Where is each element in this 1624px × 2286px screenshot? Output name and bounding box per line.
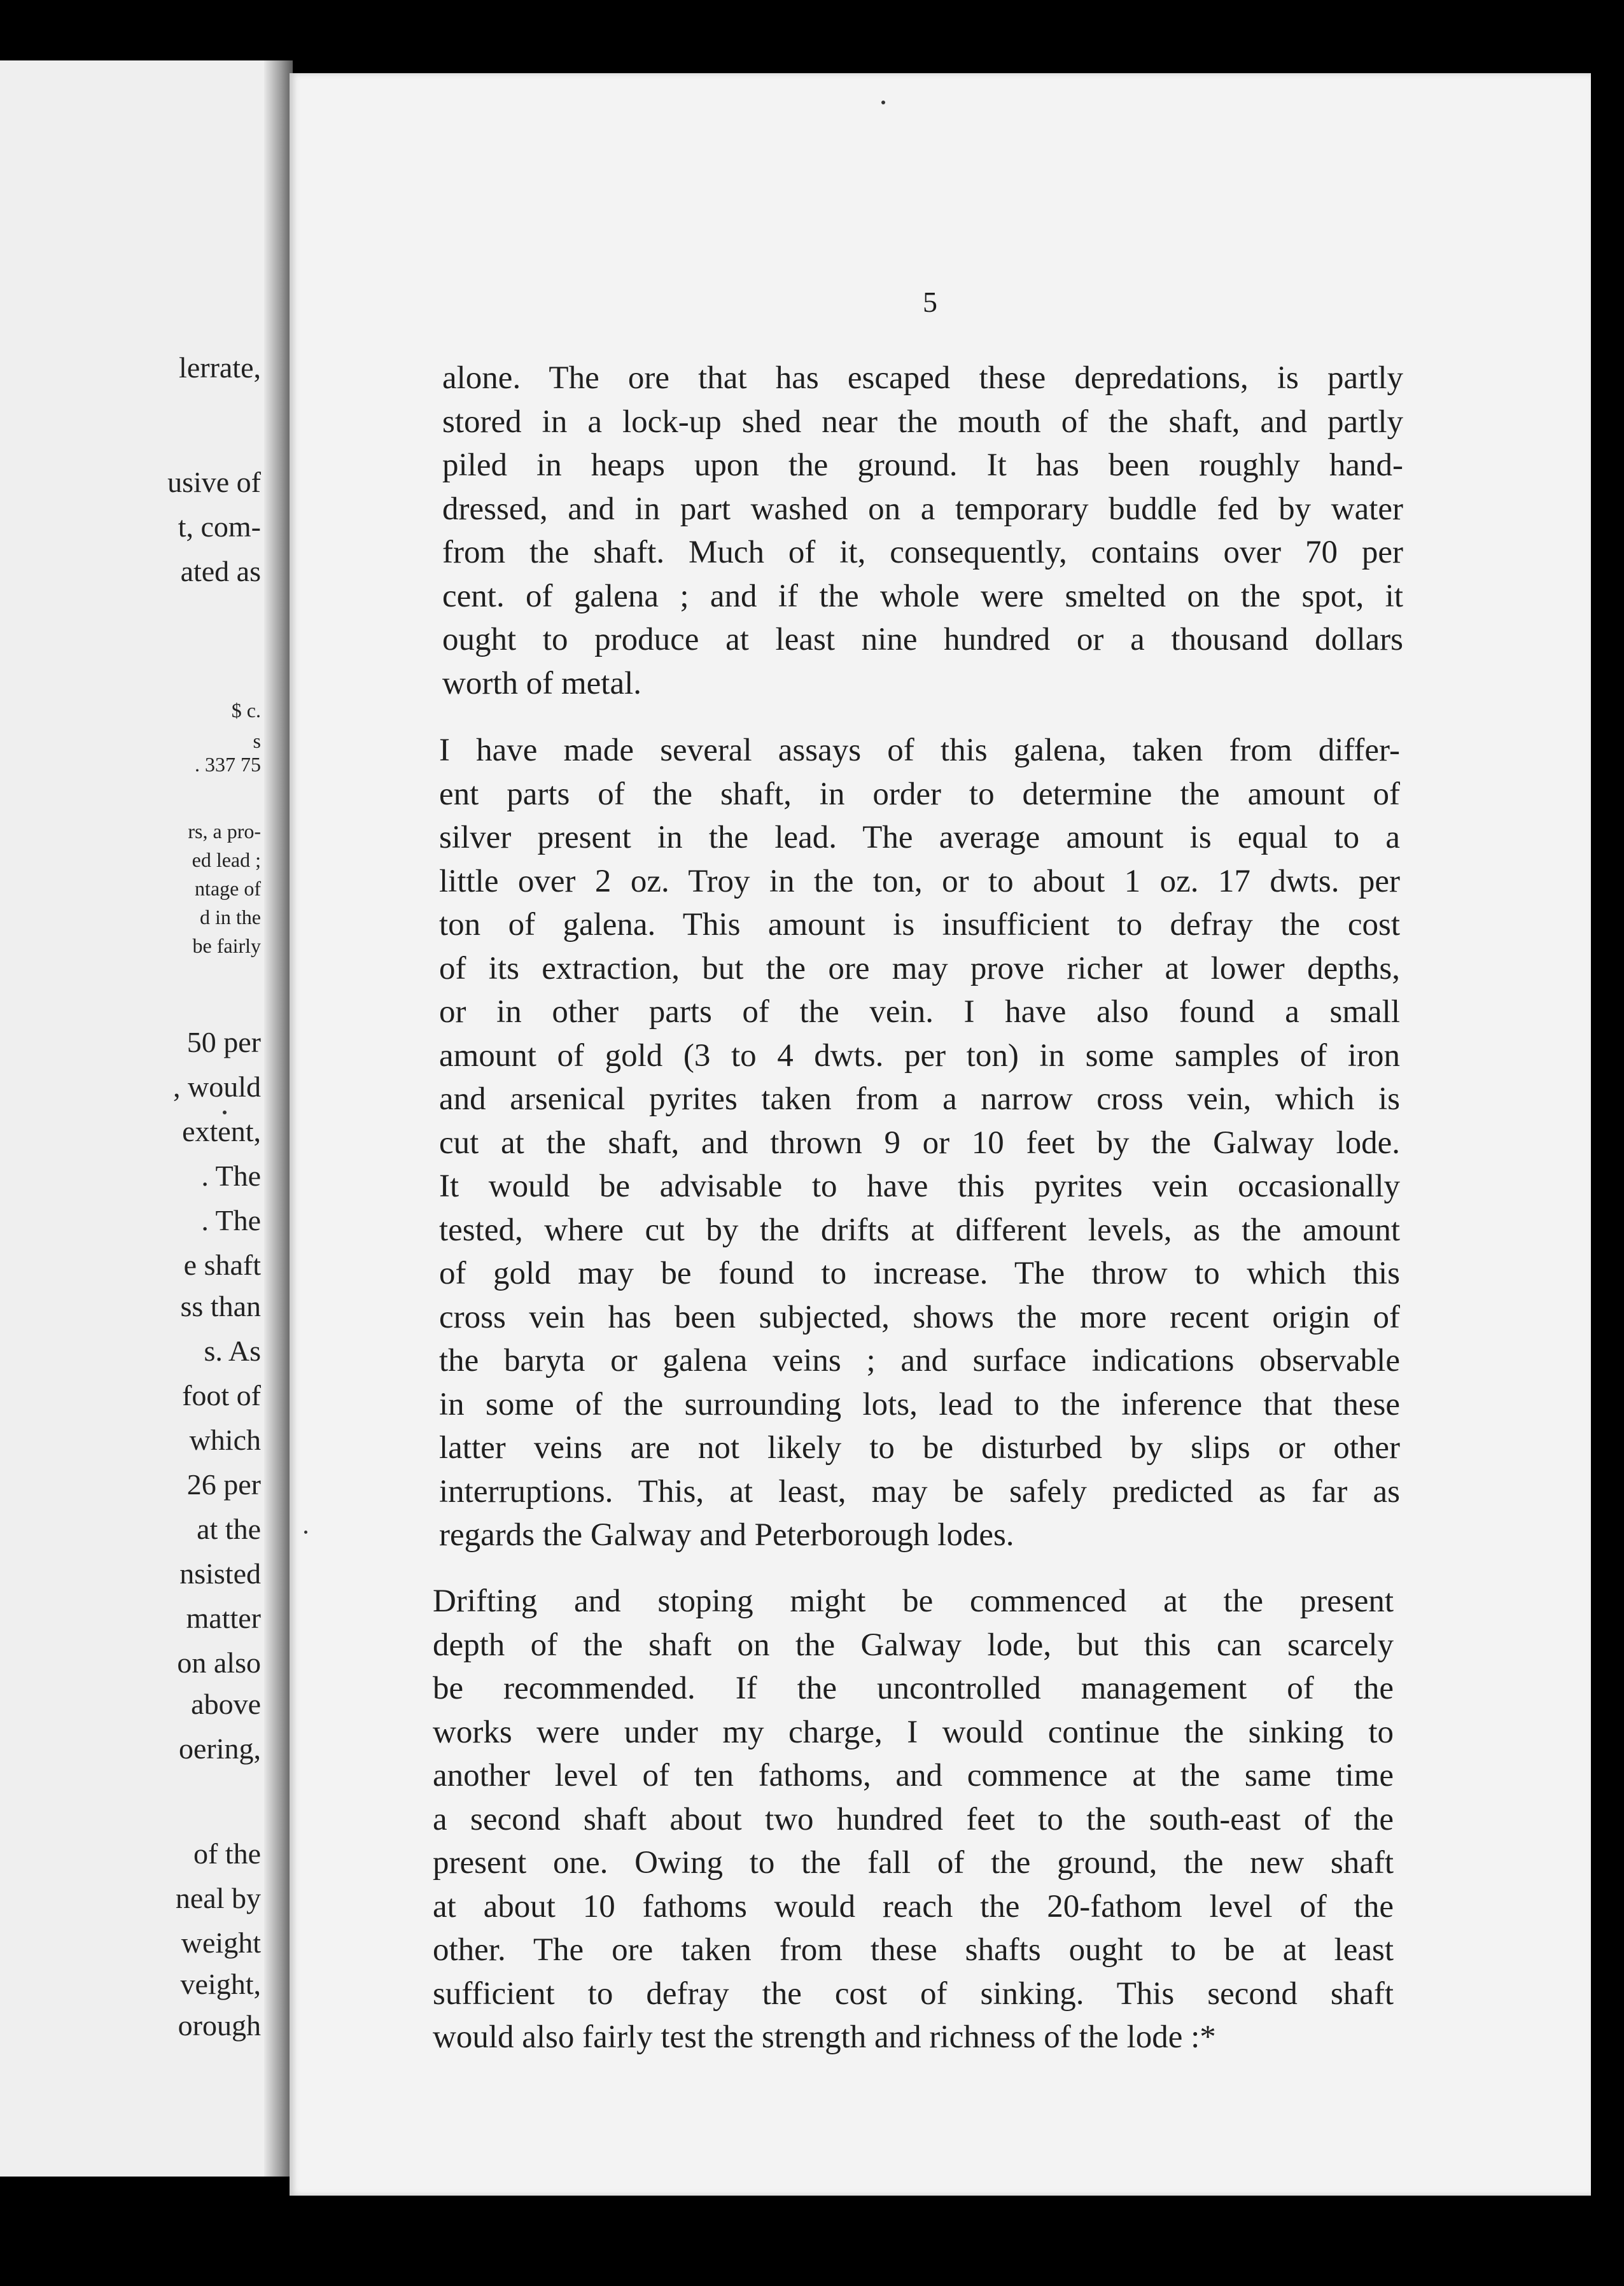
text-line: other. The ore taken from these shafts ought to be at least [433,1932,1394,1968]
text-line: another level of ten fathoms, and commence at the same time [433,1758,1394,1793]
facing-page-text-fragment: $ c. [231,699,261,722]
facing-page-text-fragment: of the [193,1837,261,1870]
text-line: worth of metal. [442,665,641,701]
facing-page-text-fragment: 26 per [186,1468,261,1501]
facing-page-text-fragment: 50 per [186,1026,261,1058]
facing-page-text-fragment: oering, [178,1732,261,1765]
text-line: works were under my charge, I would continue the sinking to [433,1714,1394,1750]
scan-speck [881,101,885,104]
text-line: stored in a lock-up shed near the mouth of the shaft, and partly [442,403,1403,440]
facing-page-text-fragment: ss than [180,1290,261,1322]
text-line: interruptions. This, at least, may be safely predicted as far as [439,1473,1400,1510]
text-line: at about 10 fathoms would reach the 20-fathom level of the [433,1888,1394,1925]
scan-speck [223,1111,227,1114]
text-line: I have made several assays of this galena, taken from differ- [439,733,1400,768]
text-line: Drifting and stoping might be commenced at the present [433,1583,1394,1619]
text-line: cut at the shaft, and thrown 9 or 10 feet by the Galway lode. [439,1125,1400,1161]
facing-page-text-fragment: s [253,729,261,752]
text-line: sufficient to defray the cost of sinking. This second shaft [433,1975,1394,2012]
facing-page-text-fragment: ated as [180,555,261,587]
facing-page-text-fragment: ntage of [195,877,261,900]
text-line: of gold may be found to increase. The throw to which this [439,1256,1400,1291]
facing-page-text-fragment: . 337 75 [195,753,261,776]
scan-bottom-border [0,2227,1624,2286]
facing-page-text-fragment: weight [181,1926,261,1959]
text-line: regards the Galway and Peterborough lodes. [439,1517,1014,1553]
facing-page-text-fragment: lerrate, [179,351,261,384]
facing-page-text-fragment: t, com- [178,510,261,543]
text-line: alone. The ore that has escaped these depredations, is partly [442,360,1403,396]
facing-page-text-fragment: on also [177,1646,261,1679]
text-line: ought to produce at least nine hundred or a thousand dollars [442,622,1403,657]
text-line: tested, where cut by the drifts at different levels, as the amount [439,1212,1400,1248]
text-line: It would be advisable to have this pyrites vein occasionally [439,1168,1400,1204]
facing-page-text-fragment: which [189,1424,261,1456]
text-line: silver present in the lead. The average amount is equal to a [439,820,1400,855]
facing-page-text-fragment: orough [178,2009,261,2042]
facing-page-fragment [0,60,280,2177]
facing-page-text-fragment: . The [201,1204,261,1237]
facing-page-text-fragment: matter [186,1602,261,1634]
facing-page-text-fragment: veight, [180,1968,261,2000]
text-line: cent. of galena ; and if the whole were smelted on the spot, it [442,578,1403,614]
facing-page-text-fragment: above [191,1688,261,1720]
text-line: ent parts of the shaft, in order to determine the amount of [439,776,1400,812]
facing-page-text-fragment: foot of [182,1379,261,1412]
paragraph-2 [439,729,1400,1557]
scan-top-border [0,0,1624,64]
text-line: a second shaft about two hundred feet to the south-east of the [433,1801,1394,1837]
text-line: or in other parts of the vein. I have also found a small [439,994,1400,1030]
facing-page-text-fragment: ed lead ; [192,848,261,871]
text-line: depth of the shaft on the Galway lode, but this can scarcely [433,1627,1394,1663]
facing-page-text-fragment: be fairly [192,934,261,957]
facing-page-text-fragment: , would [173,1070,261,1103]
text-line: and arsenical pyrites taken from a narrow cross vein, which is [439,1081,1400,1117]
text-line: ton of galena. This amount is insufficient to defray the cost [439,907,1400,943]
text-line: would also fairly test the strength and richness of the lode :* [433,2019,1216,2055]
text-line: the baryta or galena veins ; and surface indications observable [439,1343,1400,1378]
facing-page-text-fragment: extent, [182,1115,261,1147]
facing-page-text-fragment: at the [197,1513,261,1545]
facing-page-text-fragment: . The [201,1160,261,1192]
text-line: from the shaft. Much of it, consequently, contains over 70 per [442,535,1403,570]
text-line: little over 2 oz. Troy in the ton, or to about 1 oz. 17 dwts. per [439,863,1400,899]
scan-speck [304,1531,307,1534]
text-line: be recommended. If the uncontrolled management of the [433,1671,1394,1706]
facing-page-text-fragment: rs, a pro- [188,820,261,843]
text-line: dressed, and in part washed on a temporary buddle fed by water [442,491,1403,527]
paragraph-1 [442,356,1403,705]
page-number: 5 [923,286,937,318]
scan-right-border [1605,0,1624,2286]
text-line: in some of the surrounding lots, lead to the inference that these [439,1386,1400,1422]
facing-page-text-fragment: nsisted [179,1557,261,1590]
text-line: of its extraction, but the ore may prove richer at lower depths, [439,950,1400,986]
text-line: amount of gold (3 to 4 dwts. per ton) in some samples of iron [439,1037,1400,1074]
text-line: present one. Owing to the fall of the ground, the new shaft [433,1845,1394,1881]
text-line: latter veins are not likely to be disturbed by slips or other [439,1430,1400,1466]
facing-page-text-fragment: d in the [200,906,261,929]
facing-page-text-fragment: usive of [167,466,261,498]
facing-page-text-fragment: e shaft [183,1249,261,1281]
text-line: piled in heaps upon the ground. It has been roughly hand- [442,447,1403,483]
page-gutter-shadow [264,60,293,2177]
facing-page-text-fragment: s. As [204,1335,261,1367]
text-line: cross vein has been subjected, shows the more recent origin of [439,1299,1400,1335]
facing-page-text-fragment: neal by [175,1882,261,1914]
paragraph-3 [433,1580,1394,2059]
